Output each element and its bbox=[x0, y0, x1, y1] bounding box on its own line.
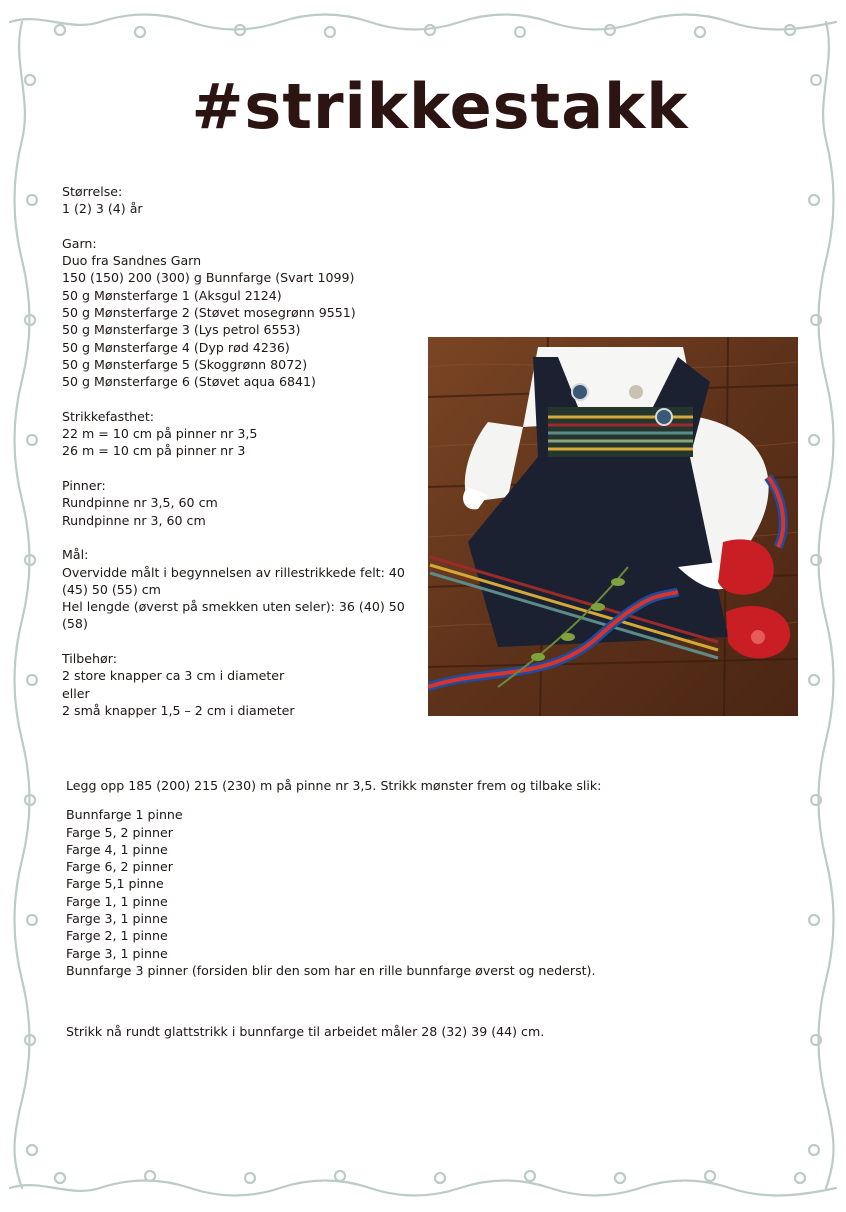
spec-heading: Garn: bbox=[62, 235, 97, 251]
sequence-step: Farge 2, 1 pinne bbox=[66, 928, 168, 944]
final-instruction: Strikk nå rundt glattstrikk i bunnfarge til arbeidet måler 28 (32) 39 (44) cm. bbox=[66, 1024, 545, 1039]
knitted-dress-photo bbox=[428, 337, 798, 716]
spec-line: 50 g Mønsterfarge 6 (Støvet aqua 6841) bbox=[62, 374, 316, 390]
spec-heading: Tilbehør: bbox=[62, 651, 117, 667]
sequence-step: Farge 4, 1 pinne bbox=[66, 841, 168, 857]
sequence-step: Farge 5, 2 pinner bbox=[66, 824, 173, 840]
spec-line: 22 m = 10 cm på pinner nr 3,5 bbox=[62, 426, 258, 442]
spec-line: 2 små knapper 1,5 – 2 cm i diameter bbox=[62, 702, 295, 718]
spec-line: 50 g Mønsterfarge 1 (Aksgul 2124) bbox=[62, 287, 282, 303]
spec-line: Hel lengde (øverst på smekken uten seler): 36 (40) 50 (58) bbox=[62, 599, 405, 632]
spec-heading: Mål: bbox=[62, 547, 89, 563]
knitting-instructions bbox=[66, 777, 786, 1039]
sequence-step: Farge 5,1 pinne bbox=[66, 876, 164, 892]
spec-line: 2 store knapper ca 3 cm i diameter bbox=[62, 668, 285, 684]
spec-line: 50 g Mønsterfarge 5 (Skoggrønn 8072) bbox=[62, 356, 308, 372]
spec-heading: Strikkefasthet: bbox=[62, 408, 155, 424]
sequence-step: Farge 3, 1 pinne bbox=[66, 911, 168, 927]
sequence-step: Farge 6, 2 pinner bbox=[66, 859, 173, 875]
spec-line: 150 (150) 200 (300) g Bunnfarge (Svart 1099) bbox=[62, 270, 355, 286]
spec-size bbox=[62, 183, 422, 218]
sequence-step: Farge 3, 1 pinne bbox=[66, 945, 168, 961]
materials-section bbox=[62, 183, 422, 737]
spec-gauge bbox=[62, 408, 422, 460]
spec-needles bbox=[62, 477, 422, 529]
spec-line: 26 m = 10 cm på pinner nr 3 bbox=[62, 443, 246, 459]
sequence-step: Bunnfarge 3 pinner (forsiden blir den som har en rille bunnfarge øverst og nederst). bbox=[66, 962, 596, 978]
spec-line: 50 g Mønsterfarge 4 (Dyp rød 4236) bbox=[62, 339, 290, 355]
spec-heading: Størrelse: bbox=[62, 184, 123, 199]
spec-line: Overvidde målt i begynnelsen av rillestrikkede felt: 40 (45) 50 (55) cm bbox=[62, 564, 405, 597]
page-title: #strikkestakk bbox=[191, 70, 689, 143]
spec-line: eller bbox=[62, 685, 90, 701]
spec-line: 50 g Mønsterfarge 2 (Støvet mosegrønn 9551) bbox=[62, 305, 356, 321]
spec-measurements bbox=[62, 546, 422, 632]
sequence-step: Bunnfarge 1 pinne bbox=[66, 807, 183, 823]
spec-heading: Pinner: bbox=[62, 478, 106, 494]
stripe-sequence bbox=[66, 806, 786, 979]
spec-line: Duo fra Sandnes Garn bbox=[62, 253, 202, 269]
spec-line: 50 g Mønsterfarge 3 (Lys petrol 6553) bbox=[62, 322, 301, 338]
spec-line: Rundpinne nr 3,5, 60 cm bbox=[62, 495, 218, 511]
spec-accessories bbox=[62, 650, 422, 719]
spec-line: Rundpinne nr 3, 60 cm bbox=[62, 512, 206, 528]
spec-line: 1 (2) 3 (4) år bbox=[62, 201, 143, 217]
spec-yarn bbox=[62, 235, 422, 391]
sequence-step: Farge 1, 1 pinne bbox=[66, 893, 168, 909]
cast-on-instruction: Legg opp 185 (200) 215 (230) m på pinne nr 3,5. Strikk mønster frem og tilbake slik: bbox=[66, 778, 602, 793]
